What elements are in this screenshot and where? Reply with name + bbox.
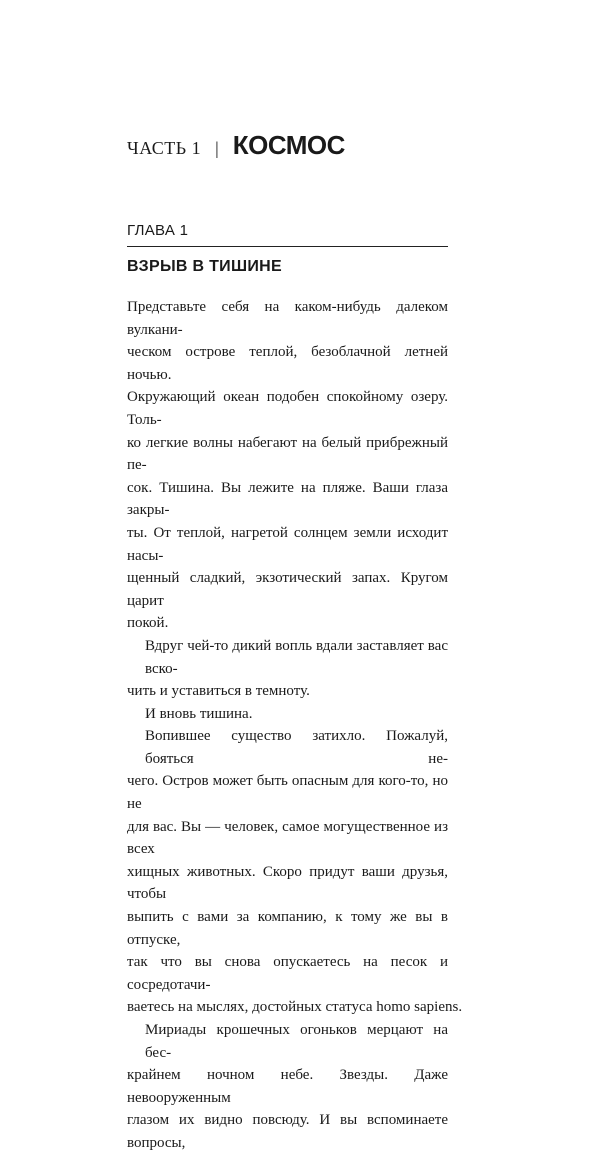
text-line: Вдруг чей-то дикий вопль вдали заставляет вас вско-	[145, 637, 448, 677]
text-line: ческом острове теплой, безоблачной летней ночью.	[127, 344, 448, 383]
text-line: чить и уставиться в темноту.	[127, 683, 310, 700]
text-line: глазом их видно повсюду. И вы вспоминаете вопросы,	[127, 1112, 448, 1151]
text-line: Окружающий океан подобен спокойному озеру. Толь-	[127, 389, 448, 428]
chapter-title: ВЗРЫВ В ТИШИНЕ	[127, 258, 282, 275]
part-label: ЧАСТЬ 1	[127, 138, 202, 158]
text-line: ты. От теплой, нагретой солнцем земли исходит насы-	[127, 524, 448, 564]
text-line: крайнем ночном небе. Звезды. Даже невооруженным	[127, 1067, 448, 1106]
text-line: для вас. Вы — человек, самое могущественное из всех	[127, 818, 448, 858]
text-line: хищных животных. Скоро придут ваши друзья, чтобы	[127, 863, 448, 903]
chapter-divider	[127, 246, 448, 247]
text-line: выпить с вами за компанию, к тому же вы в отпуске,	[127, 909, 448, 948]
text-line: чего. Остров может быть опасным для кого-то, но не	[127, 773, 448, 813]
text-line: сок. Тишина. Вы лежите на пляже. Ваши глаза закры-	[127, 479, 448, 519]
text-line: щенный сладкий, экзотический запах. Кругом царит	[127, 570, 448, 609]
part-title: КОСМОС	[232, 130, 345, 160]
body-text	[127, 296, 463, 1155]
text-line: так что вы снова опускаетесь на песок и сосредотачи-	[127, 954, 448, 993]
text-line: покой.	[127, 615, 169, 632]
text-line: Мириады крошечных огоньков мерцают на бес-	[145, 1022, 448, 1061]
chapter-label: ГЛАВА 1	[127, 222, 189, 239]
part-separator: |	[215, 138, 219, 158]
text-line: ваетесь на мыслях, достойных статуса homo sapiens.	[127, 999, 463, 1016]
text-line: Вопившее существо затихло. Пожалуй, бояться не-	[145, 728, 448, 767]
text-line: Представьте себя на каком-нибудь далеком вулкани-	[127, 299, 448, 338]
text-line: И вновь тишина.	[145, 705, 253, 722]
part-heading	[127, 130, 345, 161]
text-line: ко легкие волны набегают на белый прибрежный пе-	[127, 434, 448, 474]
